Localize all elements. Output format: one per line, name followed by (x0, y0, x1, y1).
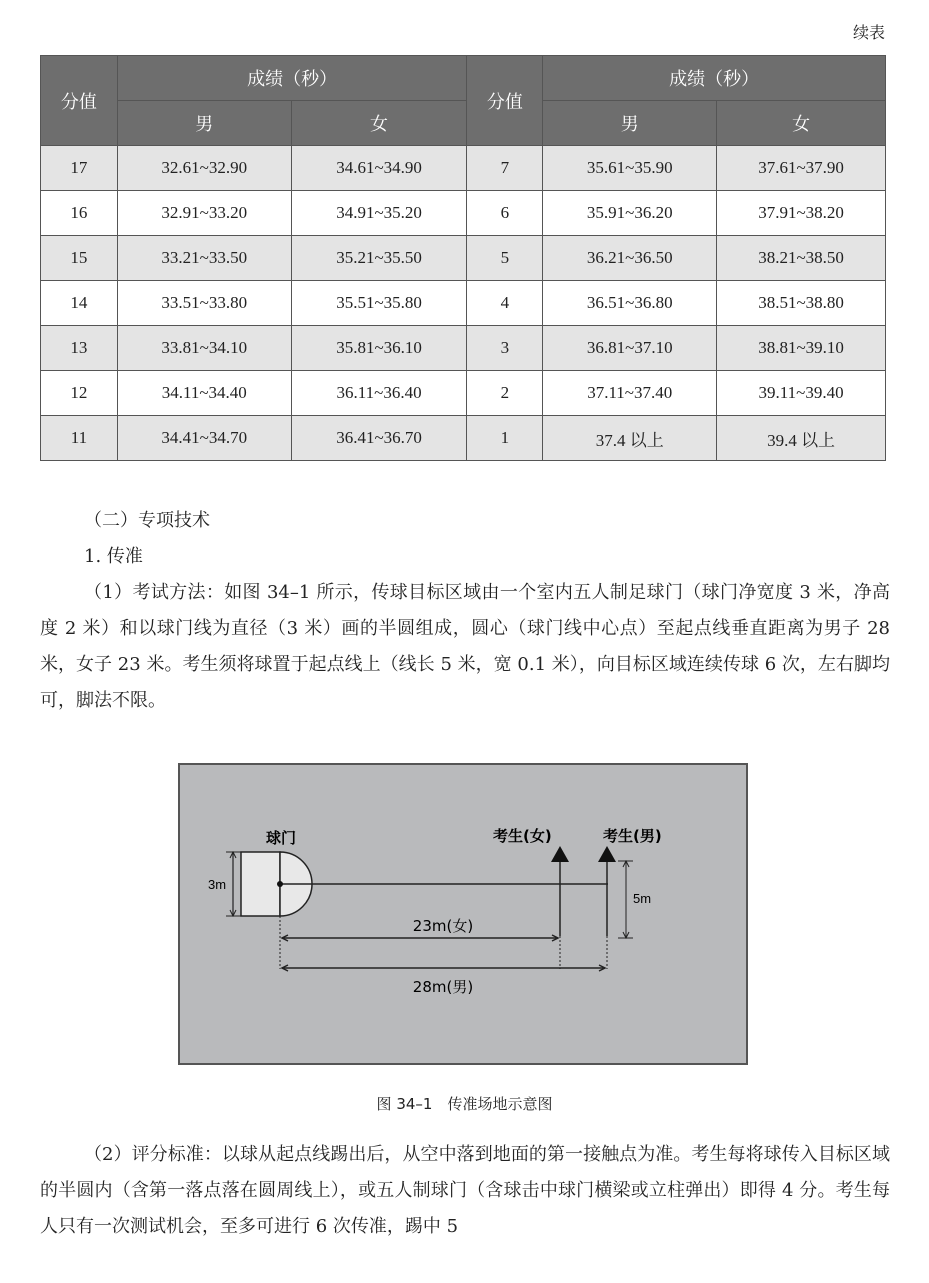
male-time-cell: 32.61~32.90 (117, 146, 291, 191)
female-time-cell: 36.41~36.70 (291, 416, 467, 461)
continued-label: 续表 (852, 23, 885, 42)
table-row (41, 146, 886, 191)
female-time-cell: 34.91~35.20 (291, 191, 467, 236)
female-time-cell: 37.61~37.90 (717, 146, 886, 191)
table-row (41, 236, 886, 281)
male-time-cell: 33.81~34.10 (117, 326, 291, 371)
female-time-cell: 35.21~35.50 (291, 236, 467, 281)
score-cell: 5 (467, 236, 543, 281)
female-time-cell: 36.11~36.40 (291, 371, 467, 416)
header-female: 女 (291, 101, 467, 146)
male-time-cell: 34.11~34.40 (117, 371, 291, 416)
male-time-cell: 33.51~33.80 (117, 281, 291, 326)
table-row (41, 281, 886, 326)
male-time-cell: 33.21~33.50 (117, 236, 291, 281)
female-time-cell: 39.4 以上 (717, 416, 886, 461)
header-male: 男 (543, 101, 717, 146)
male-time-cell: 37.11~37.40 (543, 371, 717, 416)
subheading: 1. 传准 (84, 546, 143, 567)
table-row (41, 416, 886, 461)
female-time-cell: 38.51~38.80 (717, 281, 886, 326)
male-label: 考生(男) (603, 827, 662, 845)
female-label: 考生(女) (493, 827, 552, 845)
male-time-cell: 36.51~36.80 (543, 281, 717, 326)
header-score: 分值 (41, 56, 118, 146)
score-cell: 11 (41, 416, 118, 461)
field-diagram (178, 763, 748, 1065)
goal-width-label: 3m (208, 877, 227, 892)
table-row (41, 371, 886, 416)
male-time-cell: 36.81~37.10 (543, 326, 717, 371)
male-time-cell: 35.91~36.20 (543, 191, 717, 236)
female-time-cell: 38.81~39.10 (717, 326, 886, 371)
table-row (41, 326, 886, 371)
male-distance-label: 28m(男) (412, 978, 474, 996)
header-male: 男 (117, 101, 291, 146)
header-result: 成绩（秒） (543, 56, 886, 101)
header-result: 成绩（秒） (117, 56, 467, 101)
female-time-cell: 35.81~36.10 (291, 326, 467, 371)
line-length-label: 5m (633, 891, 652, 906)
female-distance-label: 23m(女) (412, 917, 474, 935)
score-cell: 15 (41, 236, 118, 281)
male-time-cell: 34.41~34.70 (117, 416, 291, 461)
score-cell: 16 (41, 191, 118, 236)
score-cell: 6 (467, 191, 543, 236)
female-time-cell: 35.51~35.80 (291, 281, 467, 326)
score-cell: 14 (41, 281, 118, 326)
score-table (40, 55, 886, 461)
score-cell: 13 (41, 326, 118, 371)
header-female: 女 (717, 101, 886, 146)
section-heading: （二）专项技术 (84, 510, 210, 531)
goal-label: 球门 (266, 829, 297, 847)
female-time-cell: 38.21~38.50 (717, 236, 886, 281)
male-time-cell: 37.4 以上 (543, 416, 717, 461)
paragraph-scoring: （2）评分标准：以球从起点线踢出后，从空中落到地面的第一接触点为准。考生每将球传入目标区域的半圆内（含第一落点落在圆周线上），或五人制球门（含球击中球门横梁或立柱弹出）即得 4 分。考生每人只有一次测试机会，至多可进行 6 次传准，踢中 5 (40, 1144, 890, 1237)
female-time-cell: 37.91~38.20 (717, 191, 886, 236)
figure-caption: 图 34–1 传准场地示意图 (376, 1095, 553, 1113)
female-time-cell: 39.11~39.40 (717, 371, 886, 416)
male-time-cell: 35.61~35.90 (543, 146, 717, 191)
score-cell: 17 (41, 146, 118, 191)
male-time-cell: 32.91~33.20 (117, 191, 291, 236)
paragraph-exam-method: （1）考试方法：如图 34–1 所示，传球目标区域由一个室内五人制足球门（球门净宽度 3 米，净高度 2 米）和以球门线为直径（3 米）画的半圆组成，圆心（球门线中心点）至起点线垂直距离为男子 28 米，女子 23 米。考生须将球置于起点线上（线长 5 米，宽 0.1 米），向目标区域连续传球 6 次，左右脚均可，脚法不限。 (40, 582, 890, 711)
score-cell: 3 (467, 326, 543, 371)
score-cell: 1 (467, 416, 543, 461)
score-cell: 12 (41, 371, 118, 416)
header-score: 分值 (467, 56, 543, 146)
score-cell: 2 (467, 371, 543, 416)
score-cell: 4 (467, 281, 543, 326)
female-time-cell: 34.61~34.90 (291, 146, 467, 191)
goal (241, 852, 280, 916)
score-cell: 7 (467, 146, 543, 191)
table-row (41, 191, 886, 236)
male-time-cell: 36.21~36.50 (543, 236, 717, 281)
